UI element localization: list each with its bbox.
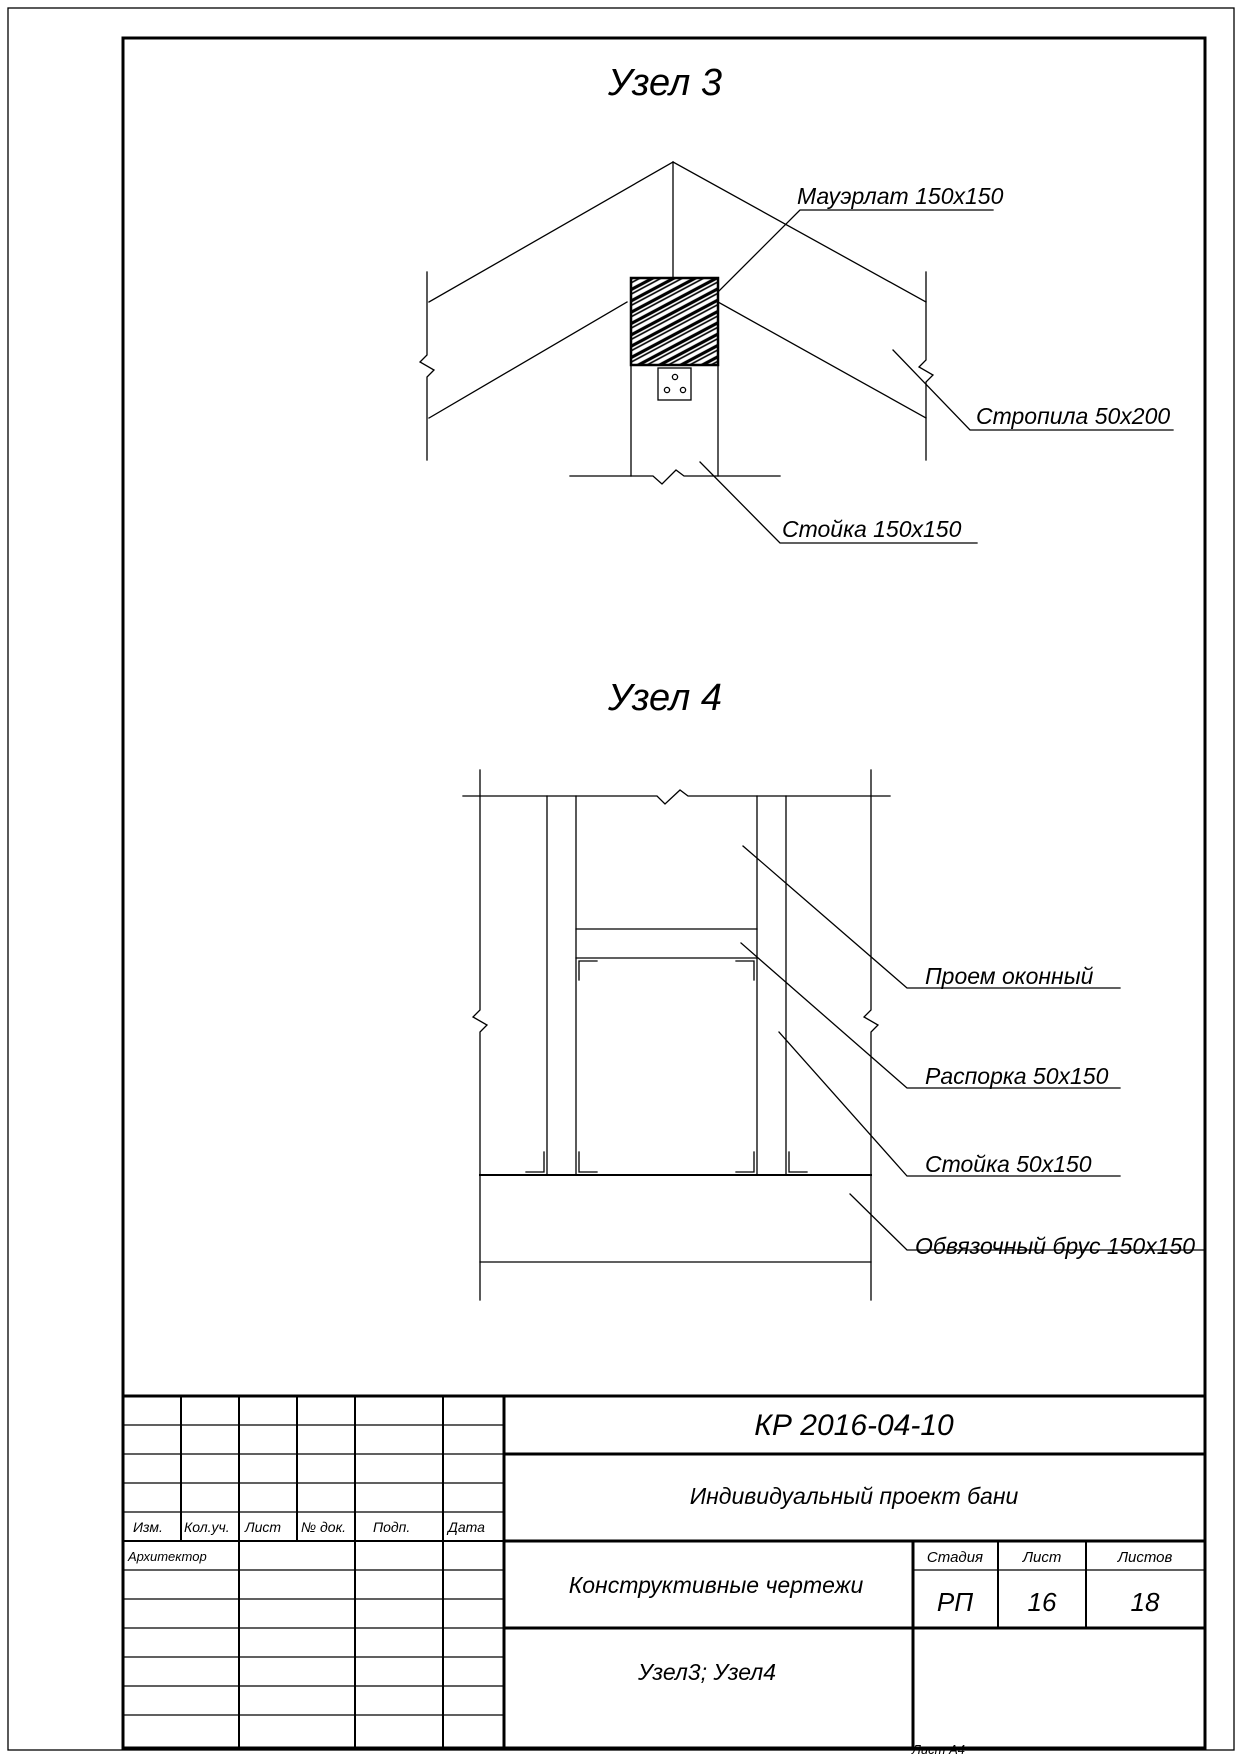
- sheets-label: Листов: [1117, 1549, 1173, 1566]
- sheet-name: Узел3; Узел4: [637, 1659, 777, 1685]
- trim-border: [8, 8, 1234, 1750]
- node3-title: Узел 3: [607, 62, 723, 104]
- label-post-150: Стойка 150х150: [782, 516, 962, 542]
- label-spacer: Распорка 50х150: [925, 1063, 1109, 1089]
- sheet-format: Лист А4: [912, 1742, 965, 1755]
- sheet-value: 16: [1027, 1587, 1057, 1617]
- sheet-label: Лист: [1022, 1549, 1062, 1566]
- stage-value: РП: [936, 1587, 974, 1617]
- label-mauerlat: Мауэрлат 150х150: [797, 183, 1004, 209]
- node4-title: Узел 4: [607, 677, 723, 719]
- col-header-podp: Подп.: [373, 1519, 411, 1535]
- stage-label: Стадия: [926, 1549, 984, 1566]
- label-opening: Проем оконный: [925, 963, 1094, 989]
- node4-drawing: [463, 677, 1205, 1300]
- col-header-data: Дата: [448, 1519, 485, 1535]
- drawing-set-name: Конструктивные чертежи: [568, 1572, 864, 1598]
- sheets-value: 18: [1130, 1587, 1160, 1617]
- bracket-plate: [658, 368, 691, 400]
- project-name: Индивидуальный проект бани: [689, 1483, 1019, 1509]
- node3-drawing: [420, 62, 1173, 543]
- role-architect: Архитектор: [128, 1549, 207, 1564]
- col-header-doc: № док.: [301, 1519, 347, 1535]
- label-post-50: Стойка 50х150: [925, 1151, 1092, 1177]
- col-header-izm: Изм.: [133, 1519, 163, 1535]
- col-header-list: Лист: [245, 1519, 282, 1535]
- drawing-code: КР 2016-04-10: [754, 1409, 954, 1442]
- label-rafter: Стропила 50х200: [976, 403, 1171, 429]
- title-block: [123, 1396, 1205, 1748]
- mauerlat-section: [631, 278, 718, 365]
- col-header-kol: Кол.уч.: [184, 1519, 230, 1535]
- label-beam: Обвязочный брус 150х150: [915, 1233, 1196, 1259]
